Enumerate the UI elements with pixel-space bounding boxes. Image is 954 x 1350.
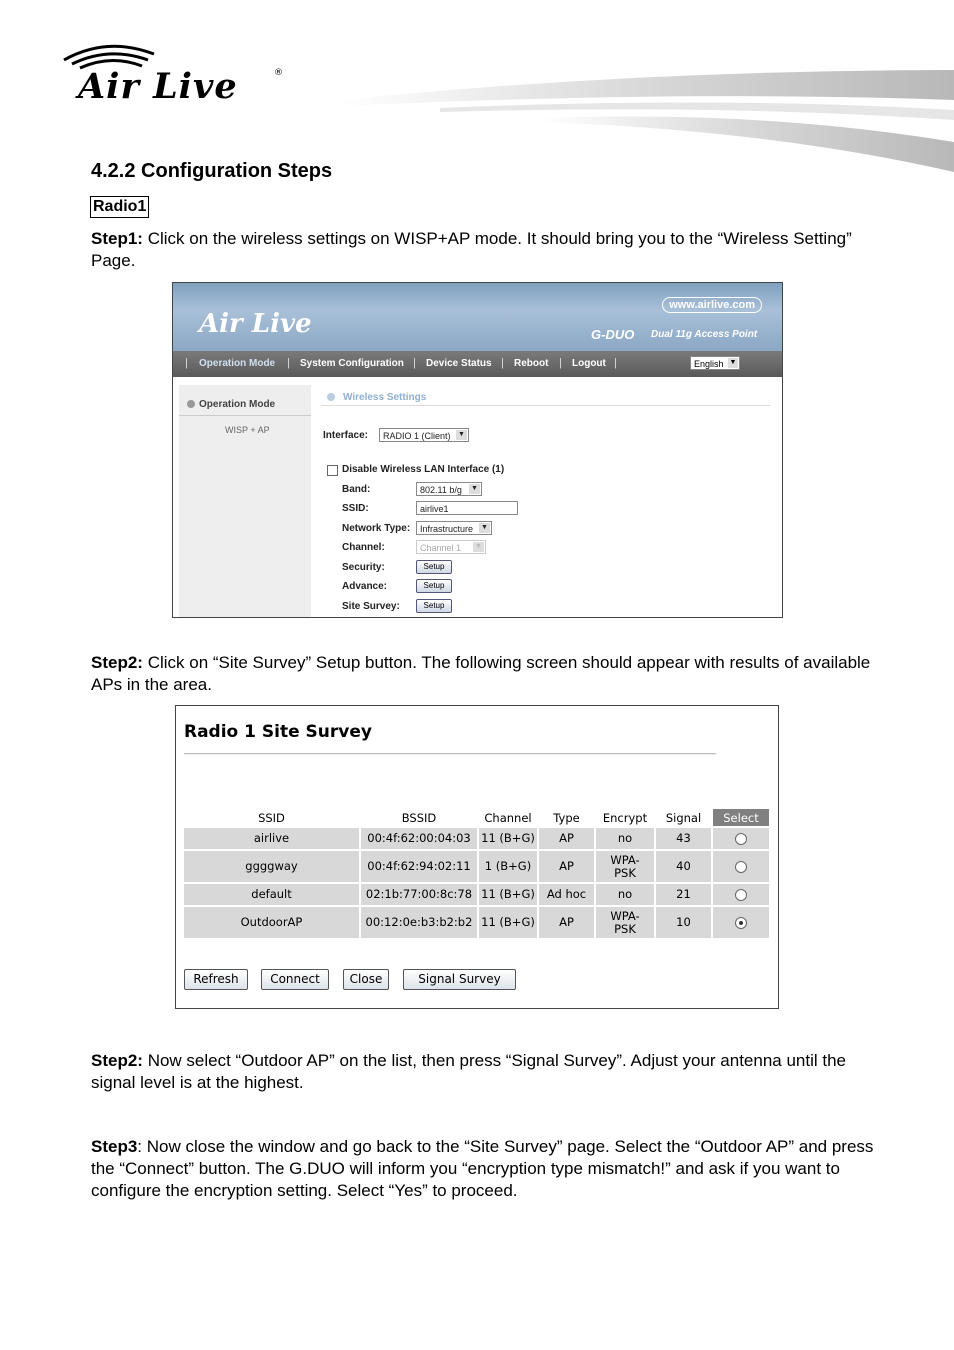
- step1-paragraph: [91, 228, 881, 272]
- wireless-settings-screenshot: [172, 282, 783, 618]
- table-row: [184, 828, 769, 849]
- site-survey-table: [182, 807, 771, 940]
- s1-logo: Air Live: [199, 309, 312, 339]
- cell-type: AP: [539, 828, 594, 849]
- cell-channel: 11 (B+G): [479, 907, 537, 938]
- cell-select: [713, 828, 769, 849]
- logo-text: Air Live: [78, 66, 238, 107]
- cell-channel: 11 (B+G): [479, 884, 537, 905]
- security-label: Security:: [342, 562, 385, 573]
- ssid-input[interactable]: airlive1: [416, 501, 518, 515]
- airlive-logo: [62, 40, 292, 110]
- cell-bssid: 00:4f:62:00:04:03: [361, 828, 477, 849]
- language-select[interactable]: English ▼: [690, 356, 740, 370]
- network-type-select[interactable]: Infrastructure ▼: [416, 521, 492, 535]
- disable-wlan-checkbox[interactable]: [327, 465, 338, 476]
- band-select[interactable]: 802.11 b/g ▼: [416, 482, 482, 496]
- bullet-icon: [327, 393, 335, 401]
- sidebar-title: Operation Mode: [199, 399, 276, 410]
- cell-select: [713, 851, 769, 882]
- advance-setup-button[interactable]: Setup: [416, 579, 452, 593]
- nav-device-status[interactable]: Device Status: [426, 358, 492, 369]
- close-button[interactable]: Close: [343, 969, 389, 990]
- cell-signal: 40: [656, 851, 711, 882]
- chevron-down-icon: ▼: [479, 523, 490, 533]
- select-radio[interactable]: [735, 861, 747, 873]
- cell-encrypt: WPA- PSK: [596, 907, 654, 938]
- chevron-down-icon: ▼: [456, 430, 467, 440]
- signal-survey-button[interactable]: Signal Survey: [403, 969, 516, 990]
- cell-select: [713, 884, 769, 905]
- step3-paragraph: [91, 1136, 881, 1202]
- refresh-button[interactable]: Refresh: [184, 969, 248, 990]
- cell-type: AP: [539, 851, 594, 882]
- col-select: Select: [713, 809, 769, 826]
- step-text: Click on “Site Survey” Setup button. The following screen should appear with results of available APs in the area.: [91, 653, 871, 694]
- site-survey-title: Radio 1 Site Survey: [184, 722, 372, 742]
- chevron-down-icon: ▼: [473, 542, 484, 552]
- cell-signal: 21: [656, 884, 711, 905]
- step-label: Step1:: [91, 229, 143, 248]
- ssid-label: SSID:: [342, 503, 369, 514]
- table-row: [184, 884, 769, 905]
- col-channel: Channel: [484, 810, 532, 825]
- table-row: [184, 851, 769, 882]
- cell-bssid: 00:4f:62:94:02:11: [361, 851, 477, 882]
- col-bssid: BSSID: [401, 810, 437, 825]
- cell-channel: 1 (B+G): [479, 851, 537, 882]
- col-encrypt: Encrypt: [602, 810, 648, 825]
- step-text: Now select “Outdoor AP” on the list, then press “Signal Survey”. Adjust your antenna until the signal level is at the highest.: [91, 1051, 847, 1092]
- s1-model: G-DUO: [591, 327, 635, 342]
- security-setup-button[interactable]: Setup: [416, 560, 452, 574]
- advance-label: Advance:: [342, 581, 388, 592]
- step-label: Step2:: [91, 653, 143, 672]
- interface-select[interactable]: RADIO 1 (Client) ▼: [379, 428, 469, 442]
- panel-title: Wireless Settings: [343, 392, 427, 403]
- step2b-paragraph: [91, 1050, 881, 1094]
- connect-button[interactable]: Connect: [261, 969, 329, 990]
- logo-registered: ®: [274, 68, 283, 78]
- step2-paragraph: [91, 652, 881, 696]
- cell-select: [713, 907, 769, 938]
- select-radio[interactable]: [735, 889, 747, 901]
- step-label: Step2:: [91, 1051, 143, 1070]
- cell-ssid: ggggway: [184, 851, 359, 882]
- cell-signal: 43: [656, 828, 711, 849]
- s1-url[interactable]: www.airlive.com: [662, 297, 762, 313]
- cell-encrypt: no: [596, 828, 654, 849]
- site-survey-label: Site Survey:: [342, 601, 400, 612]
- cell-bssid: 00:12:0e:b3:b2:b2: [361, 907, 477, 938]
- cell-ssid: airlive: [184, 828, 359, 849]
- table-row: [184, 907, 769, 938]
- site-survey-screenshot: [175, 705, 779, 1009]
- nav-reboot[interactable]: Reboot: [514, 358, 549, 369]
- section-title: 4.2.2 Configuration Steps: [91, 160, 333, 182]
- nav-logout[interactable]: Logout: [572, 358, 606, 369]
- sidebar-item-wisp-ap[interactable]: WISP + AP: [225, 425, 270, 435]
- title-divider: [184, 753, 716, 755]
- cell-type: Ad hoc: [539, 884, 594, 905]
- bullet-icon: [187, 400, 195, 408]
- channel-label: Channel:: [342, 542, 385, 553]
- cell-channel: 11 (B+G): [479, 828, 537, 849]
- step-text: : Now close the window and go back to the “Site Survey” page. Select the “Outdoor AP” and press the “Connect” button. The G.DUO will inform you “encryption type mismatch!” and ask if you want to configure the encryption setting. Select “Yes” to proceed.: [91, 1137, 874, 1200]
- chevron-down-icon: ▼: [469, 484, 480, 494]
- band-label: Band:: [342, 484, 371, 495]
- s1-nav-bar: | Operation Mode | System Configuration | Device Status | Reboot | Logout | English ▼: [173, 351, 782, 377]
- interface-label: Interface:: [323, 430, 369, 441]
- cell-ssid: default: [184, 884, 359, 905]
- cell-ssid: OutdoorAP: [184, 907, 359, 938]
- select-radio-checked[interactable]: [735, 917, 747, 929]
- cell-type: AP: [539, 907, 594, 938]
- s1-sidebar: [179, 385, 311, 617]
- s1-tagline: Dual 11g Access Point: [651, 329, 758, 340]
- cell-encrypt: no: [596, 884, 654, 905]
- step-label: Step3: [91, 1137, 138, 1156]
- chevron-down-icon: ▼: [729, 359, 737, 366]
- s1-main-panel: [317, 383, 777, 617]
- site-survey-setup-button[interactable]: Setup: [416, 599, 452, 613]
- col-type: Type: [553, 810, 580, 825]
- s1-header: [173, 283, 782, 351]
- col-signal: Signal: [665, 810, 702, 825]
- col-ssid: SSID: [258, 810, 285, 825]
- network-type-label: Network Type:: [342, 523, 411, 534]
- cell-bssid: 02:1b:77:00:8c:78: [361, 884, 477, 905]
- disable-wlan-label: Disable Wireless LAN Interface (1): [342, 464, 505, 475]
- table-header-row: [184, 809, 769, 826]
- cell-encrypt: WPA- PSK: [596, 851, 654, 882]
- radio-label: Radio1: [90, 196, 149, 218]
- step-text: Click on the wireless settings on WISP+AP mode. It should bring you to the “Wireless Setting” Page.: [91, 229, 852, 270]
- nav-system-configuration[interactable]: System Configuration: [300, 358, 404, 369]
- cell-signal: 10: [656, 907, 711, 938]
- header-swoosh: [340, 60, 954, 180]
- nav-operation-mode[interactable]: Operation Mode: [199, 358, 276, 369]
- select-radio[interactable]: [735, 833, 747, 845]
- channel-select[interactable]: Channel 1 ▼: [416, 540, 486, 554]
